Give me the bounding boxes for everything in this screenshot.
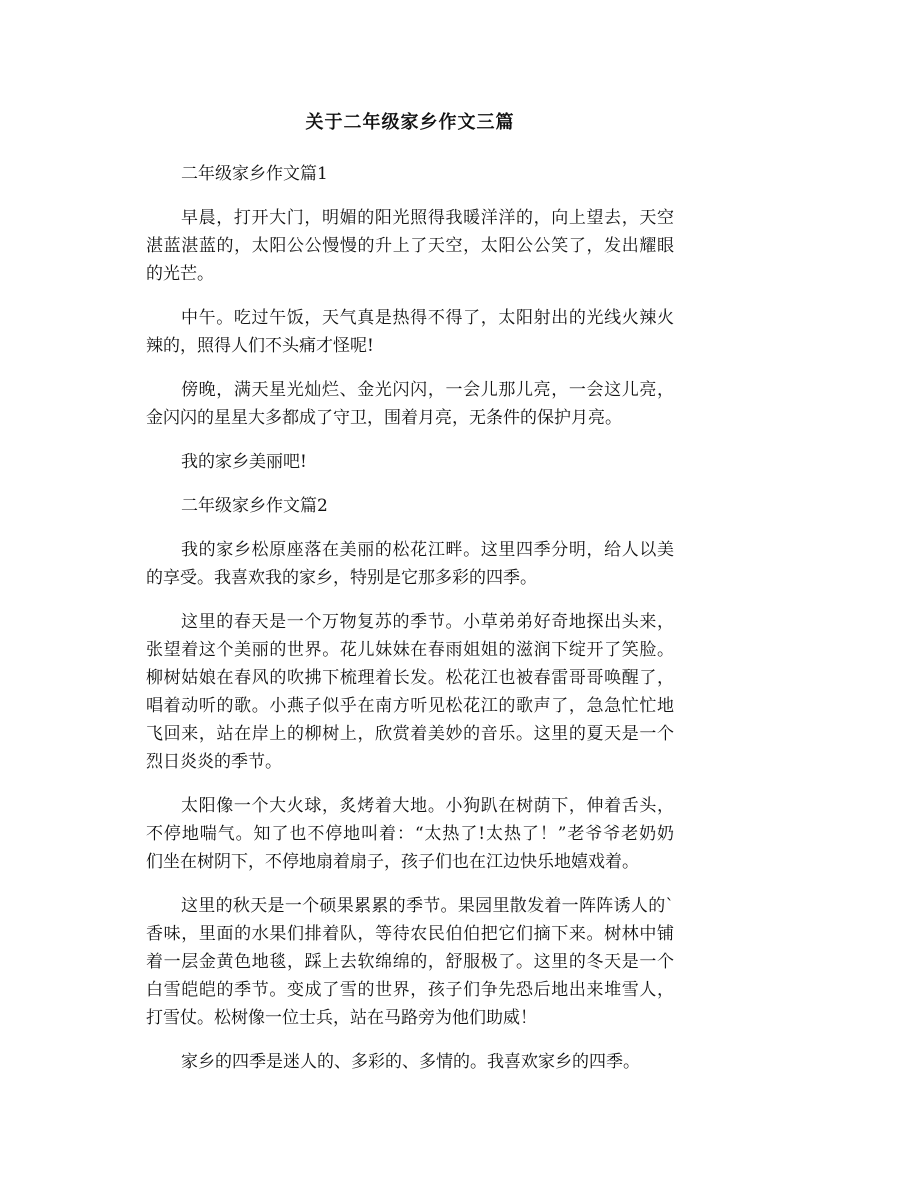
text-line: 二年级家乡作文篇2: [181, 496, 328, 516]
text-line: 白雪皑皑的季节。变成了雪的世界，孩子们争先恐后地出来堆雪人，: [146, 980, 674, 1000]
paragraph: [146, 792, 674, 876]
paragraph: [146, 376, 674, 432]
text-line: 不停地喘气。知了也不停地叫着：“太热了!太热了！”老爷爷老奶奶: [146, 824, 674, 844]
text-line: 我的家乡美丽吧!: [181, 452, 307, 472]
text-line: 金闪闪的星星大多都成了守卫，围着月亮，无条件的保护月亮。: [146, 408, 622, 428]
paragraph: [146, 892, 674, 1032]
text-line: 这里的秋天是一个硕果累累的季节。果园里散发着一阵阵诱人的`: [181, 896, 674, 916]
text-line: 柳树姑娘在春风的吹拂下梳理着长发。松花江也被春雷哥哥唤醒了，: [146, 668, 674, 688]
text-line: 早晨，打开大门，明媚的阳光照得我暖洋洋的，向上望去，天空: [181, 208, 674, 228]
text-line: 着一层金黄色地毯，踩上去软绵绵的，舒服极了。这里的冬天是一个: [146, 952, 674, 972]
text-line: 家乡的四季是迷人的、多彩的、多情的。我喜欢家乡的四季。: [181, 1052, 640, 1072]
paragraphs: [146, 160, 674, 1076]
paragraph: [146, 608, 674, 776]
text-line: 飞回来，站在岸上的柳树上，欣赏着美妙的音乐。这里的夏天是一个: [146, 724, 674, 744]
text-line: 的光芒。: [146, 264, 214, 284]
text-line: 们坐在树阴下，不停地扇着扇子，孩子们也在江边快乐地嬉戏着。: [146, 852, 639, 872]
paragraph: [146, 204, 674, 288]
text-line: 湛蓝湛蓝的，太阳公公慢慢的升上了天空，太阳公公笑了，发出耀眼: [146, 236, 674, 256]
text-line: 张望着这个美丽的世界。花儿妹妹在春雨姐姐的滋润下绽开了笑脸。: [146, 640, 674, 660]
text-line: 唱着动听的歌。小燕子似乎在南方听见松花江的歌声了，急急忙忙地: [146, 696, 674, 716]
text-line: 辣的，照得人们不头痛才怪呢!: [146, 336, 374, 356]
section-heading: [146, 492, 674, 520]
text-line: 的享受。我喜欢我的家乡，特别是它那多彩的四季。: [146, 568, 537, 588]
document-body: [146, 108, 674, 1092]
text-line: 傍晚，满天星光灿烂、金光闪闪，一会儿那儿亮，一会这儿亮，: [181, 380, 674, 400]
text-line: 这里的春天是一个万物复苏的季节。小草弟弟好奇地探出头来，: [181, 612, 674, 632]
text-line: 烈日炎炎的季节。: [146, 752, 282, 772]
section-heading: [146, 160, 674, 188]
paragraph: [146, 304, 674, 360]
paragraph: [146, 448, 674, 476]
document-title: 关于二年级家乡作文三篇: [305, 112, 515, 133]
text-line: 二年级家乡作文篇1: [181, 164, 328, 184]
paragraph: [146, 1048, 674, 1076]
text-line: 香味，里面的水果们排着队，等待农民伯伯把它们摘下来。树林中铺: [146, 924, 674, 944]
text-line: 我的家乡松原座落在美丽的松花江畔。这里四季分明，给人以美: [181, 540, 674, 560]
text-line: 中午。吃过午饭，天气真是热得不得了，太阳射出的光线火辣火: [181, 308, 674, 328]
text-line: 打雪仗。松树像一位士兵，站在马路旁为他们助威！: [146, 1008, 537, 1028]
paragraph: [146, 536, 674, 592]
text-line: 太阳像一个大火球，炙烤着大地。小狗趴在树荫下，伸着舌头，: [181, 796, 674, 816]
